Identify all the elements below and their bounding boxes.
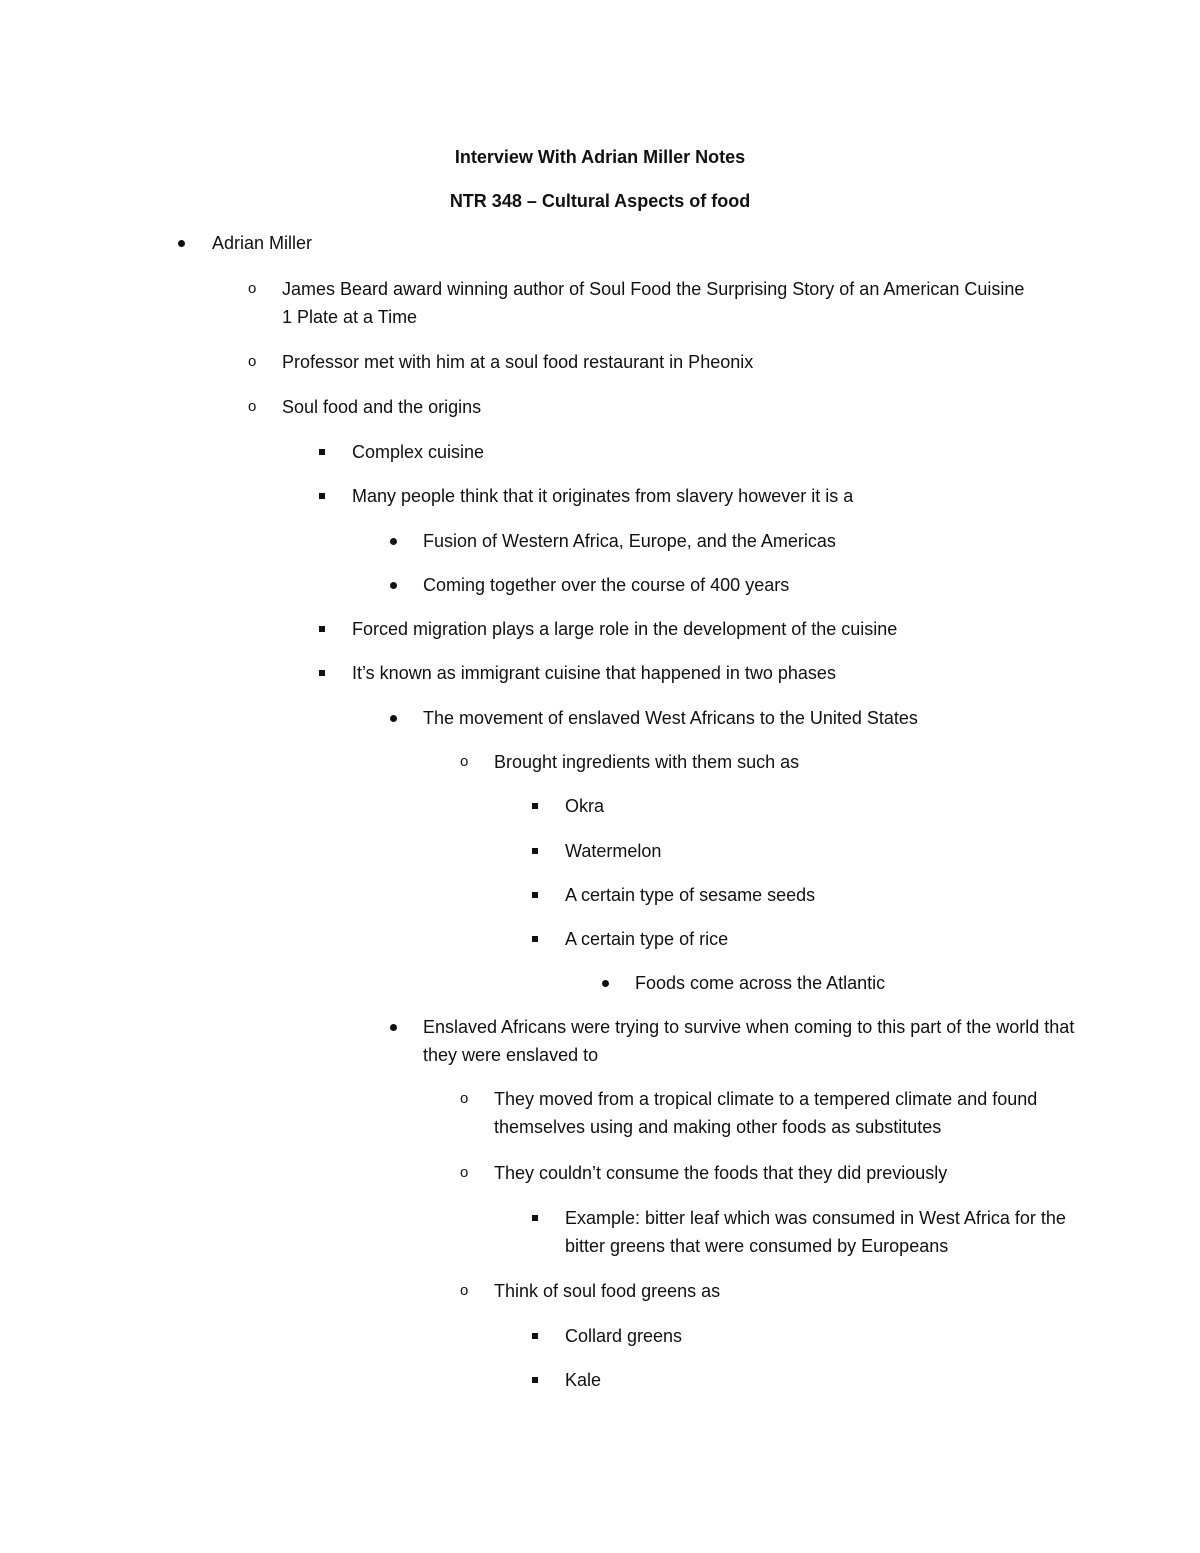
list-item-text: Many people think that it originates from slavery however it is a xyxy=(352,486,854,506)
bullet-circle-icon: o xyxy=(248,398,257,415)
list-item xyxy=(387,1013,1077,1069)
list-item xyxy=(529,1366,1089,1394)
bullet-square-icon xyxy=(316,615,336,643)
list-item xyxy=(175,229,1075,257)
bullet-circle-icon: o xyxy=(460,1282,469,1299)
list-item-text: Example: bitter leaf which was consumed in West Africa for the bitter greens that were consumed by Europeans xyxy=(565,1208,1066,1256)
list-item-text: It’s known as immigrant cuisine that happened in two phases xyxy=(352,663,836,683)
list-item-text: Adrian Miller xyxy=(212,233,313,253)
list-item xyxy=(316,482,1076,510)
list-item xyxy=(387,527,1087,555)
bullet-dot-icon xyxy=(387,527,407,555)
bullet-dot-icon xyxy=(387,1013,407,1041)
bullet-circle-icon: o xyxy=(460,1164,469,1181)
list-item-text: Forced migration plays a large role in the development of the cuisine xyxy=(352,619,898,639)
bullet-square-icon xyxy=(529,1322,549,1350)
list-item-text: They moved from a tropical climate to a tempered climate and found themselves using and making other foods as substitutes xyxy=(494,1089,1038,1137)
bullet-square-icon xyxy=(529,1366,549,1394)
document-title: Interview With Adrian Miller Notes xyxy=(454,147,746,167)
list-item xyxy=(529,1322,1089,1350)
list-item-text: Fusion of Western Africa, Europe, and the Americas xyxy=(423,531,836,551)
list-item-text: Okra xyxy=(565,796,605,816)
list-item-text: Watermelon xyxy=(565,841,662,861)
bullet-square-icon xyxy=(529,925,549,953)
list-item-text: A certain type of sesame seeds xyxy=(565,885,816,905)
bullet-square-icon xyxy=(316,438,336,466)
list-item xyxy=(246,348,1026,376)
bullet-square-icon xyxy=(316,659,336,687)
list-item xyxy=(529,837,1089,865)
bullet-circle-icon: o xyxy=(248,280,257,297)
list-item-text: Enslaved Africans were trying to survive when coming to this part of the world that they were enslaved to xyxy=(423,1017,1075,1065)
bullet-square-icon xyxy=(529,792,549,820)
bullet-square-icon xyxy=(529,1204,549,1232)
list-item-text: James Beard award winning author of Soul Food the Surprising Story of an American Cuisine 1 Plate at a Time xyxy=(282,279,1025,327)
list-item xyxy=(458,748,1078,776)
list-item-text: Brought ingredients with them such as xyxy=(494,752,800,772)
bullet-dot-icon xyxy=(599,969,619,997)
list-item xyxy=(529,792,1089,820)
list-item xyxy=(529,925,1089,953)
bullet-dot-icon xyxy=(387,704,407,732)
list-item-text: Foods come across the Atlantic xyxy=(635,973,886,993)
list-item-text: Think of soul food greens as xyxy=(494,1281,721,1301)
list-item xyxy=(529,881,1089,909)
list-item xyxy=(316,615,1076,643)
list-item-text: Kale xyxy=(565,1370,602,1390)
list-item xyxy=(246,275,1026,331)
list-item-text: The movement of enslaved West Africans to the United States xyxy=(423,708,918,728)
bullet-dot-icon xyxy=(175,229,195,257)
document-subtitle: NTR 348 – Cultural Aspects of food xyxy=(449,191,751,211)
list-item xyxy=(387,571,1087,599)
bullet-square-icon xyxy=(529,881,549,909)
list-item xyxy=(316,659,1076,687)
list-item-text: Professor met with him at a soul food restaurant in Pheonix xyxy=(282,352,754,372)
list-item xyxy=(246,393,1026,421)
list-item-text: A certain type of rice xyxy=(565,929,729,949)
list-item-text: They couldn’t consume the foods that they did previously xyxy=(494,1163,948,1183)
bullet-circle-icon: o xyxy=(248,353,257,370)
list-item xyxy=(529,1204,1089,1260)
bullet-square-icon xyxy=(316,482,336,510)
list-item xyxy=(316,438,1076,466)
bullet-square-icon xyxy=(529,837,549,865)
list-item-text: Coming together over the course of 400 years xyxy=(423,575,790,595)
bullet-dot-icon xyxy=(387,571,407,599)
bullet-circle-icon: o xyxy=(460,753,469,770)
list-item xyxy=(458,1085,1078,1141)
list-item xyxy=(599,969,1099,997)
list-item-text: Soul food and the origins xyxy=(282,397,482,417)
list-item-text: Collard greens xyxy=(565,1326,683,1346)
list-item xyxy=(387,704,1087,732)
list-item-text: Complex cuisine xyxy=(352,442,485,462)
list-item xyxy=(458,1277,1078,1305)
list-item xyxy=(458,1159,1078,1187)
bullet-circle-icon: o xyxy=(460,1090,469,1107)
